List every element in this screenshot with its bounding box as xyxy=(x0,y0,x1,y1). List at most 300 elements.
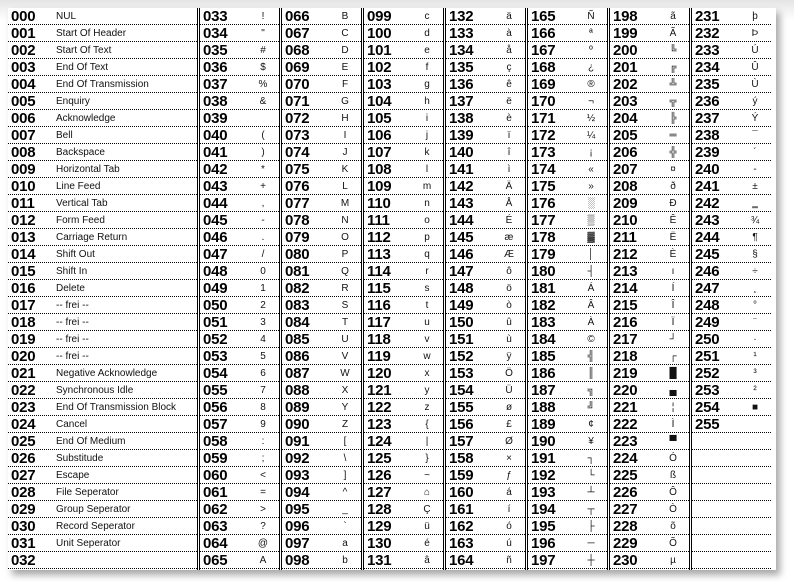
char-code: 039 xyxy=(203,110,228,127)
char-code: 096 xyxy=(285,518,310,535)
table-row xyxy=(528,263,607,280)
char-glyph: ┼ xyxy=(587,554,595,566)
table-row xyxy=(8,25,197,42)
char-code: 008 xyxy=(11,144,36,161)
char-code: 098 xyxy=(285,552,310,569)
char-code: 177 xyxy=(531,212,556,229)
char-code: 213 xyxy=(613,263,638,280)
table-row xyxy=(8,399,197,416)
char-glyph: . xyxy=(261,231,265,243)
char-glyph: Ö xyxy=(505,367,513,379)
char-glyph: ô xyxy=(506,265,512,277)
char-glyph: í xyxy=(507,503,511,515)
char-code: 159 xyxy=(449,467,474,484)
char-code: 241 xyxy=(695,178,720,195)
char-code: 064 xyxy=(203,535,228,552)
char-code: 226 xyxy=(613,484,638,501)
table-row xyxy=(200,450,279,467)
table-row xyxy=(8,382,197,399)
char-code: 118 xyxy=(367,331,391,348)
char-code: 240 xyxy=(695,161,720,178)
char-code: 243 xyxy=(695,212,720,229)
char-code: 020 xyxy=(11,348,36,365)
char-glyph: X xyxy=(341,384,349,396)
char-glyph: ½ xyxy=(586,112,596,124)
table-row xyxy=(8,161,197,178)
char-glyph: ¾ xyxy=(750,214,760,226)
char-code: 167 xyxy=(531,42,556,59)
char-glyph: £ xyxy=(506,418,512,430)
char-code: 228 xyxy=(613,518,638,535)
char-code: 227 xyxy=(613,501,638,518)
char-code: 092 xyxy=(285,450,310,467)
table-row xyxy=(446,195,525,212)
table-row xyxy=(446,178,525,195)
char-glyph: 4 xyxy=(260,333,266,345)
char-code: 089 xyxy=(285,399,310,416)
char-code: 142 xyxy=(449,178,474,195)
char-code: 055 xyxy=(203,382,228,399)
char-glyph: ì xyxy=(507,163,511,175)
char-glyph: ° xyxy=(753,299,757,311)
table-row xyxy=(528,467,607,484)
char-code: 018 xyxy=(11,314,36,331)
char-glyph: ╠ xyxy=(669,112,677,124)
char-code: 242 xyxy=(695,195,720,212)
table-row xyxy=(528,416,607,433)
table-row xyxy=(446,93,525,110)
char-glyph: ~ xyxy=(424,469,430,481)
table-row xyxy=(610,297,689,314)
table-row xyxy=(446,535,525,552)
char-code: 175 xyxy=(531,178,556,195)
char-code: 066 xyxy=(285,8,310,25)
char-code: 110 xyxy=(367,195,391,212)
char-code: 192 xyxy=(531,467,556,484)
char-glyph: u xyxy=(424,316,430,328)
control-char-name: End Of Medium xyxy=(56,435,126,447)
table-row xyxy=(528,144,607,161)
char-code: 221 xyxy=(613,399,638,416)
table-row xyxy=(692,161,771,178)
table-row xyxy=(446,331,525,348)
char-glyph: 5 xyxy=(260,350,266,362)
char-glyph: ▓ xyxy=(587,231,595,243)
char-glyph: Ó xyxy=(669,452,677,464)
char-code: 184 xyxy=(531,331,556,348)
table-row xyxy=(610,127,689,144)
char-code: 222 xyxy=(613,416,638,433)
table-row xyxy=(692,195,771,212)
char-glyph: b xyxy=(342,554,348,566)
table-row xyxy=(282,314,361,331)
char-code: 140 xyxy=(449,144,474,161)
table-row xyxy=(282,450,361,467)
char-glyph: l xyxy=(425,163,429,175)
char-glyph: È xyxy=(669,248,677,260)
char-code: 129 xyxy=(367,518,392,535)
table-row xyxy=(282,229,361,246)
table-row xyxy=(364,297,443,314)
char-glyph: R xyxy=(341,282,349,294)
table-row xyxy=(282,144,361,161)
char-code: 148 xyxy=(449,280,474,297)
char-glyph: ▄ xyxy=(669,384,677,396)
char-glyph: S xyxy=(341,299,349,311)
column-filler xyxy=(446,569,525,570)
table-row xyxy=(8,467,197,484)
table-row xyxy=(200,144,279,161)
char-code: 163 xyxy=(449,535,474,552)
char-code: 022 xyxy=(11,382,36,399)
table-row xyxy=(200,59,279,76)
char-glyph: │ xyxy=(587,248,595,260)
char-glyph: À xyxy=(587,316,595,328)
table-row xyxy=(364,229,443,246)
char-glyph: § xyxy=(752,248,758,260)
char-code: 032 xyxy=(11,552,36,569)
char-code: 197 xyxy=(531,552,556,569)
char-glyph: ± xyxy=(752,180,758,192)
char-code: 200 xyxy=(613,42,638,59)
char-code: 156 xyxy=(449,416,474,433)
char-code: 160 xyxy=(449,484,474,501)
char-glyph: } xyxy=(425,452,429,464)
table-row xyxy=(282,518,361,535)
char-code: 114 xyxy=(367,263,391,280)
table-row xyxy=(610,416,689,433)
char-glyph: 1 xyxy=(260,282,266,294)
control-char-name: File Seperator xyxy=(56,486,119,498)
char-glyph: à xyxy=(506,27,512,39)
control-char-name: Backspace xyxy=(56,146,105,158)
char-code: 198 xyxy=(613,8,638,25)
table-row xyxy=(282,348,361,365)
char-glyph: Æ xyxy=(504,248,514,260)
char-code: 174 xyxy=(531,161,556,178)
char-code: 100 xyxy=(367,25,392,42)
char-glyph: ƒ xyxy=(506,469,512,481)
table-row xyxy=(200,8,279,25)
char-code: 023 xyxy=(11,399,36,416)
table-row xyxy=(692,110,771,127)
table-row xyxy=(8,76,197,93)
table-row xyxy=(200,416,279,433)
control-char-name: Cancel xyxy=(56,418,88,430)
table-row xyxy=(446,467,525,484)
char-glyph: ² xyxy=(753,384,757,396)
char-glyph: L xyxy=(342,180,348,192)
char-glyph: × xyxy=(506,452,512,464)
table-row xyxy=(446,144,525,161)
table-row xyxy=(8,552,197,569)
char-glyph: t xyxy=(425,299,429,311)
table-row xyxy=(200,93,279,110)
table-row xyxy=(692,178,771,195)
table-row xyxy=(364,76,443,93)
table-row xyxy=(446,365,525,382)
char-glyph: q xyxy=(424,248,430,260)
table-row xyxy=(8,59,197,76)
table-row xyxy=(610,501,689,518)
char-code: 061 xyxy=(203,484,228,501)
char-glyph: ý xyxy=(752,95,758,107)
table-row xyxy=(364,416,443,433)
char-code: 171 xyxy=(531,110,556,127)
table-row xyxy=(692,25,771,42)
char-code: 015 xyxy=(11,263,36,280)
char-glyph: ¬ xyxy=(588,95,594,107)
char-glyph: w xyxy=(423,350,431,362)
table-row xyxy=(200,399,279,416)
char-code: 239 xyxy=(695,144,720,161)
char-code: 252 xyxy=(695,365,720,382)
char-code: 237 xyxy=(695,110,720,127)
char-glyph: g xyxy=(424,78,430,90)
char-glyph: = xyxy=(260,486,266,498)
char-code: 087 xyxy=(285,365,310,382)
char-glyph: « xyxy=(588,163,594,175)
table-row xyxy=(200,229,279,246)
char-glyph: Ï xyxy=(671,316,675,328)
char-glyph: ¤ xyxy=(670,163,676,175)
char-code: 117 xyxy=(367,314,391,331)
char-code: 232 xyxy=(695,25,720,42)
table-row xyxy=(8,93,197,110)
char-code: 132 xyxy=(449,8,474,25)
char-glyph: ¿ xyxy=(587,61,595,73)
char-code: 180 xyxy=(531,263,556,280)
char-glyph: ? xyxy=(260,520,266,532)
char-glyph: á xyxy=(506,486,512,498)
table-row xyxy=(610,178,689,195)
char-code: 012 xyxy=(11,212,36,229)
char-code: 074 xyxy=(285,144,310,161)
char-glyph: # xyxy=(260,44,266,56)
table-row xyxy=(8,178,197,195)
table-row xyxy=(8,365,197,382)
table-row xyxy=(8,246,197,263)
char-code: 057 xyxy=(203,416,228,433)
char-code: 043 xyxy=(203,178,228,195)
char-code: 134 xyxy=(449,42,474,59)
char-code: 235 xyxy=(695,76,720,93)
table-row xyxy=(692,246,771,263)
char-glyph: n xyxy=(424,197,430,209)
table-row xyxy=(364,195,443,212)
table-row xyxy=(200,42,279,59)
ascii-code-table xyxy=(8,8,776,570)
char-code: 045 xyxy=(203,212,228,229)
char-glyph: ¦ xyxy=(671,401,675,413)
char-glyph: ! xyxy=(261,10,265,22)
table-row xyxy=(8,501,197,518)
table-row xyxy=(446,161,525,178)
char-glyph: U xyxy=(341,333,349,345)
char-code: 056 xyxy=(203,399,228,416)
char-glyph: V xyxy=(341,350,349,362)
table-row xyxy=(364,59,443,76)
char-glyph: e xyxy=(424,44,430,56)
table-row xyxy=(282,76,361,93)
table-row xyxy=(610,535,689,552)
char-code: 196 xyxy=(531,535,556,552)
char-glyph: 8 xyxy=(260,401,266,413)
table-row xyxy=(282,280,361,297)
char-code: 021 xyxy=(11,365,36,382)
table-row xyxy=(692,229,771,246)
char-glyph: B xyxy=(341,10,349,22)
char-glyph: ´ xyxy=(753,146,757,158)
control-char-name: End Of Transmission Block xyxy=(56,401,177,413)
char-code: 003 xyxy=(11,59,36,76)
char-glyph: ╔ xyxy=(669,61,677,73)
table-row xyxy=(692,93,771,110)
char-glyph: 9 xyxy=(260,418,266,430)
column-filler xyxy=(692,569,771,570)
char-glyph: ┤ xyxy=(587,265,595,277)
table-row xyxy=(528,246,607,263)
char-glyph: a xyxy=(342,537,348,549)
table-row xyxy=(610,518,689,535)
char-glyph: ▀ xyxy=(669,435,677,447)
table-row xyxy=(528,518,607,535)
char-glyph: µ xyxy=(670,554,676,566)
char-glyph: ð xyxy=(670,180,676,192)
char-glyph: Á xyxy=(587,282,595,294)
char-code: 214 xyxy=(613,280,638,297)
control-char-name: -- frei -- xyxy=(56,299,89,311)
control-char-name: Unit Seperator xyxy=(56,537,121,549)
char-glyph: ® xyxy=(587,78,595,90)
table-row xyxy=(200,314,279,331)
char-glyph: ç xyxy=(506,61,512,73)
table-row xyxy=(364,450,443,467)
char-code: 121 xyxy=(367,382,392,399)
char-code: 111 xyxy=(367,212,390,229)
char-glyph: Î xyxy=(671,299,675,311)
table-row xyxy=(8,450,197,467)
char-glyph: " xyxy=(261,27,265,39)
char-code: 231 xyxy=(695,8,720,25)
char-code: 147 xyxy=(449,263,474,280)
char-code: 250 xyxy=(695,331,720,348)
char-glyph: ë xyxy=(506,95,512,107)
table-row xyxy=(446,76,525,93)
table-row xyxy=(364,552,443,569)
char-glyph: ³ xyxy=(753,367,757,379)
char-code: 009 xyxy=(11,161,36,178)
char-code: 139 xyxy=(449,127,474,144)
char-code: 113 xyxy=(367,246,391,263)
char-code: 070 xyxy=(285,76,310,93)
char-code: 080 xyxy=(285,246,310,263)
char-code: 075 xyxy=(285,161,310,178)
char-glyph: É xyxy=(505,214,513,226)
char-code: 245 xyxy=(695,246,720,263)
table-row xyxy=(364,93,443,110)
char-glyph: A xyxy=(259,554,267,566)
char-code: 152 xyxy=(449,348,474,365)
control-char-name: Horizontal Tab xyxy=(56,163,120,175)
char-code: 049 xyxy=(203,280,228,297)
char-code: 246 xyxy=(695,263,720,280)
char-glyph: N xyxy=(341,214,349,226)
char-code: 182 xyxy=(531,297,556,314)
table-row xyxy=(282,161,361,178)
table-row xyxy=(610,433,689,450)
char-code: 105 xyxy=(367,110,392,127)
char-glyph: ñ xyxy=(506,554,512,566)
table-row xyxy=(610,263,689,280)
char-code: 007 xyxy=(11,127,36,144)
table-row xyxy=(446,229,525,246)
table-row xyxy=(446,433,525,450)
table-row xyxy=(610,59,689,76)
char-code: 131 xyxy=(367,552,392,569)
char-code: 025 xyxy=(11,433,36,450)
char-glyph: ÷ xyxy=(752,265,758,277)
char-code: 150 xyxy=(449,314,474,331)
table-row xyxy=(8,280,197,297)
char-glyph: 7 xyxy=(260,384,266,396)
char-code: 233 xyxy=(695,42,720,59)
table-row xyxy=(364,348,443,365)
table-row xyxy=(692,501,771,518)
control-char-name: Form Feed xyxy=(56,214,105,226)
table-row xyxy=(282,93,361,110)
table-row xyxy=(282,416,361,433)
table-row xyxy=(528,433,607,450)
char-glyph: º xyxy=(589,44,593,56)
char-glyph: J xyxy=(342,146,348,158)
char-code: 060 xyxy=(203,467,228,484)
char-glyph: C xyxy=(341,27,349,39)
table-row xyxy=(446,416,525,433)
char-glyph: P xyxy=(341,248,349,260)
control-char-name: Enquiry xyxy=(56,95,90,107)
char-glyph: D xyxy=(341,44,349,56)
char-glyph: h xyxy=(424,95,430,107)
char-code: 109 xyxy=(367,178,392,195)
char-glyph: Ð xyxy=(669,197,677,209)
char-code: 149 xyxy=(449,297,474,314)
char-code: 138 xyxy=(449,110,474,127)
table-row xyxy=(528,280,607,297)
char-glyph: p xyxy=(424,231,430,243)
table-row xyxy=(692,484,771,501)
char-code: 202 xyxy=(613,76,638,93)
char-glyph: $ xyxy=(260,61,266,73)
char-code: 062 xyxy=(203,501,228,518)
char-glyph: \ xyxy=(343,452,347,464)
table-row xyxy=(692,144,771,161)
char-glyph: z xyxy=(424,401,430,413)
table-row xyxy=(8,8,197,25)
char-glyph: _ xyxy=(342,503,348,515)
table-row xyxy=(528,212,607,229)
table-row xyxy=(446,382,525,399)
table-row xyxy=(528,59,607,76)
char-glyph: ı xyxy=(671,265,675,277)
table-row xyxy=(200,195,279,212)
char-code: 125 xyxy=(367,450,392,467)
table-row xyxy=(364,161,443,178)
table-row xyxy=(200,484,279,501)
control-char-name: Start Of Text xyxy=(56,44,112,56)
table-row xyxy=(364,280,443,297)
char-code: 068 xyxy=(285,42,310,59)
